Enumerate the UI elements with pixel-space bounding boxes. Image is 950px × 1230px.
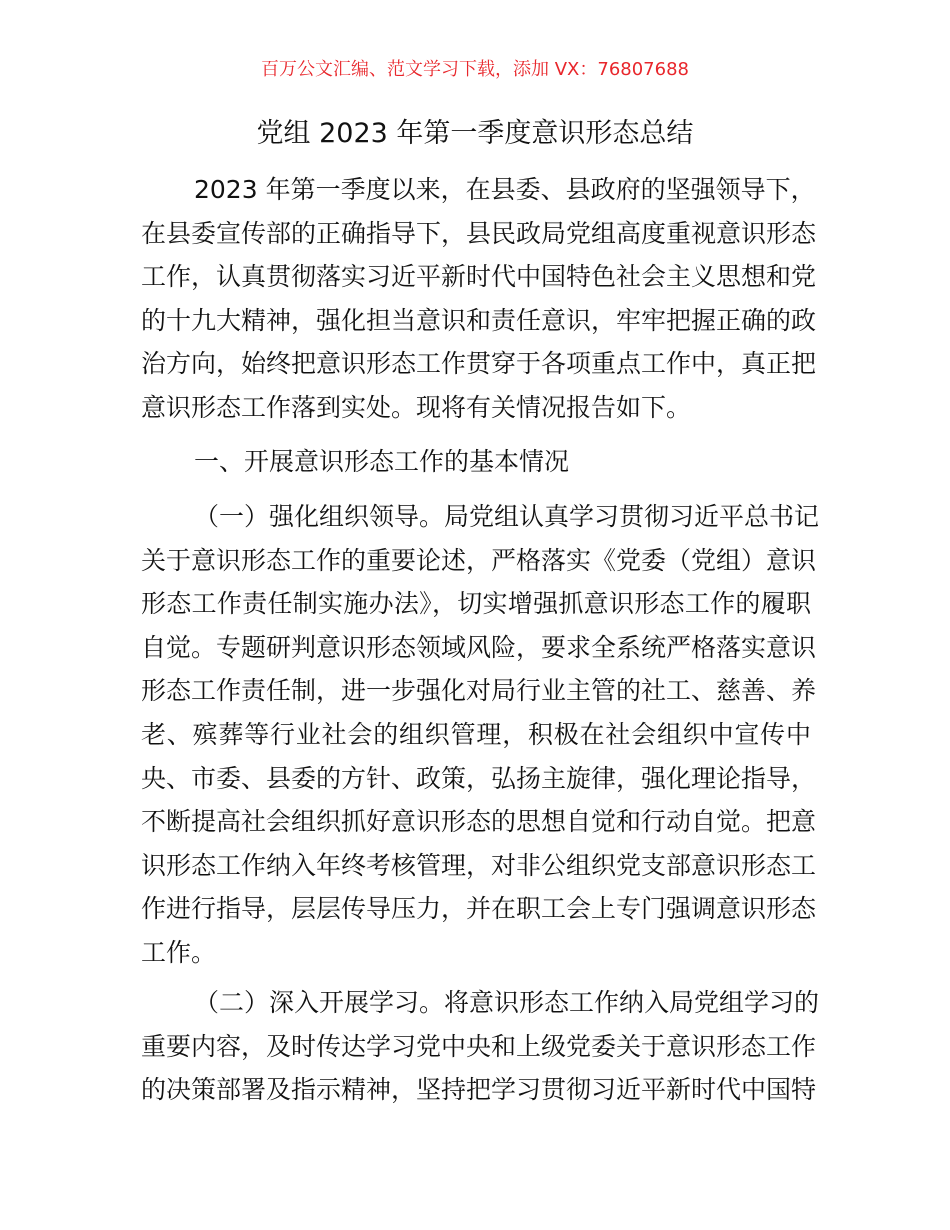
text-line: 关于意识形态工作的重要论述，严格落实《党委（党组）意识 [141, 545, 817, 575]
text-line: 在县委宣传部的正确指导下，县民政局党组高度重视意识形态 [141, 218, 817, 248]
text-line: 形态工作责任制实施办法》，切实增强抓意识形态工作的履职 [141, 589, 811, 619]
watermark-header: 百万公文汇编、范文学习下载，添加 VX：76807688 [261, 59, 689, 80]
text-line: （二）深入开展学习。将意识形态工作纳入局党组学习的 [194, 988, 820, 1017]
text-line: 形态工作责任制，进一步强化对局行业主管的社工、慈善、养 [141, 676, 817, 706]
intro-paragraph [141, 168, 817, 430]
text-line: 不断提高社会组织抓好意识形态的思想自觉和行动自觉。把意 [141, 807, 817, 837]
text-line: 央、市委、县委的方针、政策，弘扬主旋律，强化理论指导， [141, 763, 817, 793]
text-line: 意识形态工作落到实处。现将有关情况报告如下。 [141, 392, 692, 422]
document-title: 党组 2023 年第一季度意识形态总结 [256, 118, 694, 149]
text-line: 自觉。专题研判意识形态领域风险，要求全系统严格落实意识 [141, 632, 817, 662]
paragraph-1 [141, 495, 820, 975]
text-line: 工作，认真贯彻落实习近平新时代中国特色社会主义思想和党 [141, 262, 817, 292]
text-line: 的决策部署及指示精神，坚持把学习贯彻习近平新时代中国特 [141, 1075, 817, 1105]
text-line: 重要内容，及时传达学习党中央和上级党委关于意识形态工作 [141, 1031, 817, 1061]
paragraph-2 [141, 981, 820, 1112]
text-line: 工作。 [141, 937, 217, 967]
section-1-heading: 一、开展意识形态工作的基本情况 [194, 447, 570, 476]
text-line: 治方向，始终把意识形态工作贯穿于各项重点工作中，真正把 [141, 349, 817, 379]
section-heading [141, 440, 811, 484]
text-line: 作进行指导，层层传导压力，并在职工会上专门强调意识形态 [141, 894, 817, 924]
text-line: （一）强化组织领导。局党组认真学习贯彻习近平总书记 [194, 502, 820, 531]
text-line: 的十九大精神，强化担当意识和责任意识，牢牢把握正确的政 [141, 305, 817, 335]
text-line: 识形态工作纳入年终考核管理，对非公组织党支部意识形态工 [141, 850, 817, 880]
text-line: 老、殡葬等行业社会的组织管理，积极在社会组织中宣传中 [141, 719, 811, 749]
text-line: 2023 年第一季度以来，在县委、县政府的坚强领导下， [194, 175, 816, 204]
